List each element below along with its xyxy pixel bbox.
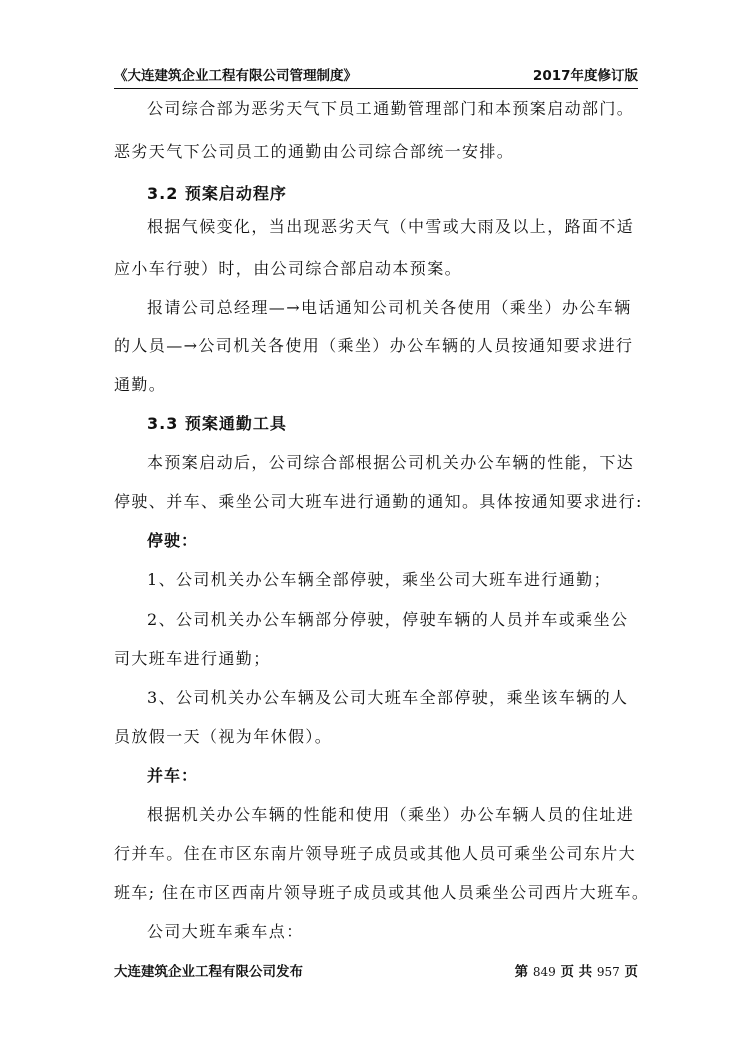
page-suffix: 页 xyxy=(624,964,638,980)
list-item: 2、公司机关办公车辆部分停驶，停驶车辆的人员并车或乘坐公 xyxy=(147,610,629,629)
paragraph-line: 根据机关办公车辆的性能和使用（乘坐）办公车辆人员的住址进 xyxy=(147,805,635,824)
paragraph-line: 班车; 住在市区西南片领导班子成员或其他人员乘坐公司西片大班车。 xyxy=(114,883,650,902)
paragraph-line: 行并车。住在市区东南片领导班子成员或其他人员可乘坐公司东片大 xyxy=(114,844,637,863)
paragraph-line: 的人员—→公司机关各使用（乘坐）办公车辆的人员按通知要求进行 xyxy=(114,336,634,355)
paragraph-line: 根据气候变化，当出现恶劣天气（中雪或大雨及以上，路面不适 xyxy=(147,217,635,236)
paragraph-line: 停驶、并车、乘坐公司大班车进行通勤的通知。具体按通知要求进行: xyxy=(114,492,643,511)
list-item-continuation: 司大班车进行通勤； xyxy=(114,649,271,668)
page-mid: 页 共 xyxy=(560,964,593,980)
paragraph-line: 应小车行驶）时，由公司综合部启动本预案。 xyxy=(114,259,463,278)
page-footer xyxy=(114,962,638,982)
page-header xyxy=(114,66,638,89)
paragraph-line: 公司大班车乘车点： xyxy=(147,922,304,941)
header-document-title: 《大连建筑企业工程有限公司管理制度》 xyxy=(114,68,357,84)
list-item-continuation: 员放假一天（视为年休假）。 xyxy=(114,727,333,746)
paragraph-line: 公司综合部为恶劣天气下员工通勤管理部门和本预案启动部门。 xyxy=(147,99,635,118)
paragraph-line: 恶劣天气下公司员工的通勤由公司综合部统一安排。 xyxy=(114,142,515,161)
page-total: 957 xyxy=(596,965,620,979)
page-prefix: 第 xyxy=(514,964,529,980)
list-item: 3、公司机关办公车辆及公司大班车全部停驶，乘坐该车辆的人 xyxy=(147,688,629,707)
page-number xyxy=(515,962,638,982)
subheading-stop: 停驶： xyxy=(147,531,199,550)
footer-publisher: 大连建筑企业工程有限公司发布 xyxy=(114,964,303,980)
section-heading-3-3: 3.3 预案通勤工具 xyxy=(147,414,287,433)
list-item: 1、公司机关办公车辆全部停驶，乘坐公司大班车进行通勤； xyxy=(147,570,611,589)
paragraph-line: 本预案启动后，公司综合部根据公司机关办公车辆的性能，下达 xyxy=(147,453,635,472)
section-heading-3-2: 3.2 预案启动程序 xyxy=(147,184,287,203)
paragraph-line: 报请公司总经理—→电话通知公司机关各使用（乘坐）办公车辆 xyxy=(147,298,632,317)
page-current: 849 xyxy=(532,965,556,979)
paragraph-line: 通勤。 xyxy=(114,375,167,394)
subheading-merge: 并车： xyxy=(147,766,199,785)
header-edition: 2017年度修订版 xyxy=(532,68,638,84)
